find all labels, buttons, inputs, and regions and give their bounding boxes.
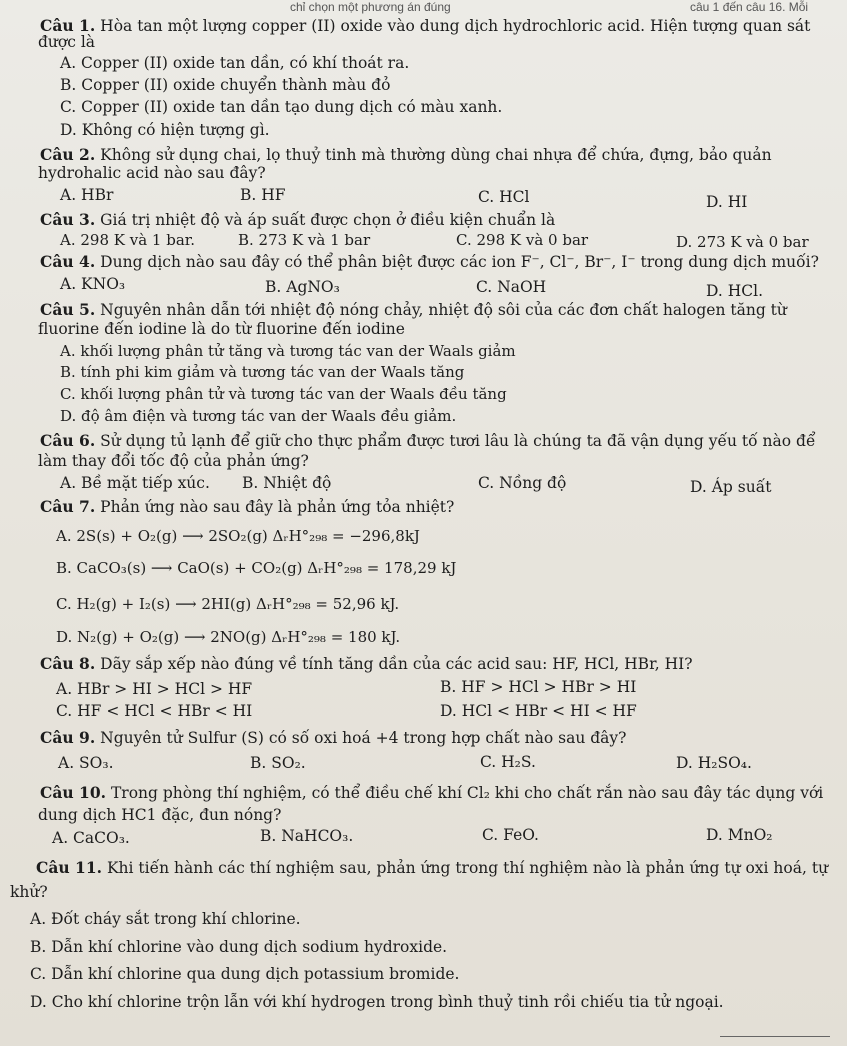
question-stem: khử? <box>10 883 48 901</box>
bottom-rule <box>720 1036 830 1037</box>
option-d[interactable]: D. Áp suất <box>690 478 772 496</box>
question-number: Câu 3. <box>40 210 96 229</box>
option-a[interactable]: A. KNO₃ <box>60 275 126 293</box>
option-c[interactable]: C. NaOH <box>476 278 547 296</box>
question-stem: fluorine đến iodine là do từ fluorine đến iodine <box>38 320 405 338</box>
question-number: Câu 11. <box>36 858 103 877</box>
option-a[interactable]: A. Đốt cháy sắt trong khí chlorine. <box>30 910 301 928</box>
option-a[interactable]: A. SO₃. <box>58 754 114 772</box>
option-c[interactable]: C. FeO. <box>482 826 539 844</box>
question-stem: Nguyên tử Sulfur (S) có số oxi hoá +4 trong hợp chất nào sau đây? <box>100 729 627 747</box>
option-c[interactable]: C. H₂S. <box>480 753 536 771</box>
option-a[interactable]: A. khối lượng phân tử tăng và tương tác van der Waals giảm <box>60 342 516 360</box>
question-number: Câu 5. <box>40 300 96 319</box>
option-a[interactable]: A. CaCO₃. <box>52 829 130 847</box>
option-d[interactable]: D. HI <box>706 193 748 211</box>
option-b[interactable]: B. Dẫn khí chlorine vào dung dịch sodium hydroxide. <box>30 938 448 956</box>
option-d[interactable]: D. H₂SO₄. <box>676 754 752 772</box>
question-number: Câu 8. <box>40 654 96 673</box>
header-range: câu 1 đến câu 16. Mỗi <box>690 0 809 14</box>
option-b[interactable]: B. SO₂. <box>250 754 306 772</box>
option-a[interactable]: A. Copper (II) oxide tan dần, có khí thoát ra. <box>60 54 410 72</box>
question-stem: được là <box>38 33 96 51</box>
option-d[interactable]: D. HCl < HBr < HI < HF <box>440 702 637 720</box>
option-d[interactable]: D. Không có hiện tượng gì. <box>60 121 270 139</box>
question-number: Câu 6. <box>40 431 96 450</box>
question-number: Câu 9. <box>40 728 96 747</box>
question-number: Câu 4. <box>40 252 96 271</box>
option-a[interactable]: A. HBr > HI > HCl > HF <box>56 680 253 698</box>
question-stem: Khi tiến hành các thí nghiệm sau, phản ứng trong thí nghiệm nào là phản ứng tự oxi hoá, tự <box>106 859 829 877</box>
option-b[interactable]: B. HF <box>240 186 286 204</box>
option-c[interactable]: C. HF < HCl < HBr < HI <box>56 702 253 720</box>
option-c[interactable]: C. Dẫn khí chlorine qua dung dịch potassium bromide. <box>30 965 460 983</box>
option-d[interactable]: D. 273 K và 0 bar <box>676 233 809 251</box>
question-stem: Dung dịch nào sau đây có thể phân biệt được các ion F⁻, Cl⁻, Br⁻, I⁻ trong dung dịch muối? <box>100 253 819 271</box>
question-stem: Phản ứng nào sau đây là phản ứng tỏa nhiệt? <box>100 498 455 516</box>
question-stem: Không sử dụng chai, lọ thuỷ tinh mà thường dùng chai nhựa để chứa, đựng, bảo quản <box>100 146 772 164</box>
question-number: Câu 10. <box>40 783 107 802</box>
question-stem: Sử dụng tủ lạnh để giữ cho thực phẩm được tươi lâu là chúng ta đã vận dụng yếu tố nào để <box>100 432 816 450</box>
question-number: Câu 7. <box>40 497 96 516</box>
option-c[interactable]: C. H₂(g) + I₂(s) ⟶ 2HI(g) ΔᵣH°₂₉₈ = 52,96 kJ. <box>56 595 400 613</box>
option-c[interactable]: C. Nồng độ <box>478 474 567 492</box>
question-number: Câu 1. <box>40 16 96 35</box>
option-c[interactable]: C. HCl <box>478 188 530 206</box>
option-a[interactable]: A. Bề mặt tiếp xúc. <box>60 474 210 492</box>
option-d[interactable]: D. Cho khí chlorine trộn lẫn với khí hydrogen trong bình thuỷ tinh rồi chiếu tia tử ngoại. <box>30 993 724 1011</box>
option-b[interactable]: B. CaCO₃(s) ⟶ CaO(s) + CO₂(g) ΔᵣH°₂₉₈ = 178,29 kJ <box>56 559 457 577</box>
option-c[interactable]: C. Copper (II) oxide tan dần tạo dung dịch có màu xanh. <box>60 98 503 116</box>
option-b[interactable]: B. HF > HCl > HBr > HI <box>440 678 637 696</box>
option-b[interactable]: B. NaHCO₃. <box>260 827 354 845</box>
option-b[interactable]: B. Nhiệt độ <box>242 474 332 492</box>
option-d[interactable]: D. độ âm điện và tương tác van der Waals đều giảm. <box>60 407 457 425</box>
question-stem: hydrohalic acid nào sau đây? <box>38 164 266 182</box>
question-stem: Dãy sắp xếp nào đúng về tính tăng dần của các acid sau: HF, HCl, HBr, HI? <box>100 655 693 673</box>
option-d[interactable]: D. HCl. <box>706 282 763 300</box>
question-number: Câu 2. <box>40 145 96 164</box>
question-stem: dung dịch HC1 đặc, đun nóng? <box>38 806 282 824</box>
option-d[interactable]: D. N₂(g) + O₂(g) ⟶ 2NO(g) ΔᵣH°₂₉₈ = 180 kJ. <box>56 628 401 646</box>
option-a[interactable]: A. 298 K và 1 bar. <box>60 231 196 249</box>
option-c[interactable]: C. khối lượng phân tử và tương tác van der Waals đều tăng <box>60 385 507 403</box>
option-b[interactable]: B. tính phi kim giảm và tương tác van der Waals tăng <box>60 363 465 381</box>
option-b[interactable]: B. AgNO₃ <box>265 278 340 296</box>
option-a[interactable]: A. HBr <box>60 186 114 204</box>
option-a[interactable]: A. 2S(s) + O₂(g) ⟶ 2SO₂(g) ΔᵣH°₂₉₈ = −296,8kJ <box>56 527 420 545</box>
option-b[interactable]: B. 273 K và 1 bar <box>238 231 371 249</box>
header-instruction: chỉ chọn một phương án đúng <box>290 0 451 14</box>
question-stem: Giá trị nhiệt độ và áp suất được chọn ở điều kiện chuẩn là <box>100 211 556 229</box>
question-stem: làm thay đổi tốc độ của phản ứng? <box>38 452 309 470</box>
question-stem: Trong phòng thí nghiệm, có thể điều chế khí Cl₂ khi cho chất rắn nào sau đây tác dụng với <box>110 784 824 802</box>
option-b[interactable]: B. Copper (II) oxide chuyển thành màu đỏ <box>60 76 391 94</box>
option-d[interactable]: D. MnO₂ <box>706 826 773 844</box>
option-c[interactable]: C. 298 K và 0 bar <box>456 231 589 249</box>
question-stem: Hòa tan một lượng copper (II) oxide vào dung dịch hydrochloric acid. Hiện tượng quan sát <box>100 17 811 35</box>
question-stem: Nguyên nhân dẫn tới nhiệt độ nóng chảy, nhiệt độ sôi của các đơn chất halogen tăng từ <box>100 301 787 319</box>
